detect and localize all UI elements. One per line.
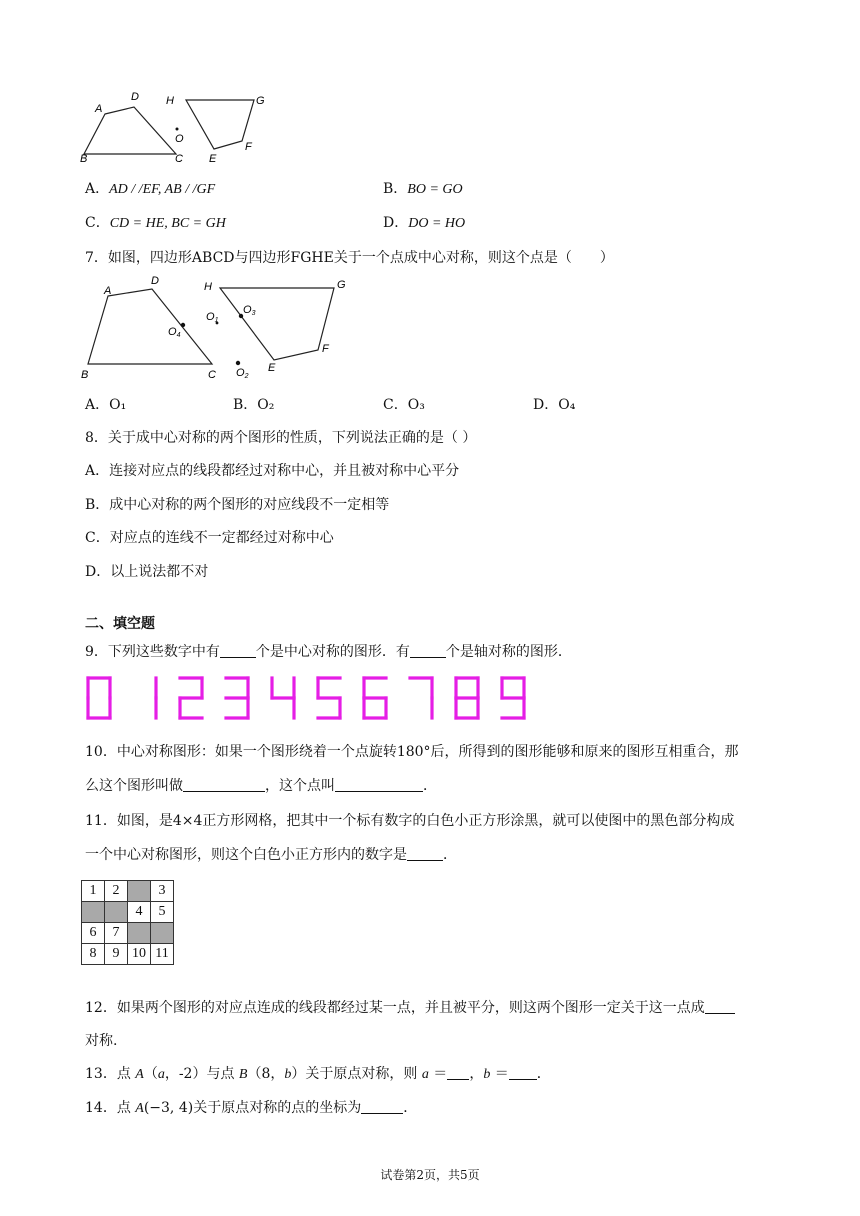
grid-cell: 11	[151, 944, 174, 965]
answer-blank[interactable]	[361, 1099, 403, 1114]
q12-line1: 12．如果两个图形的对应点连成的线段都经过某一点，并且被平分，则这两个图形一定关于这一点成	[85, 998, 735, 1018]
q7-option-b: B．O₂	[233, 397, 275, 413]
grid-cell: 10	[128, 944, 151, 965]
q8-question: 8．关于成中心对称的两个图形的性质，下列说法正确的是（ ）	[85, 430, 477, 446]
grid-row	[82, 902, 174, 923]
label-b: B	[81, 369, 89, 381]
grid-cell: 1	[82, 881, 105, 902]
answer-blank[interactable]	[447, 1065, 469, 1080]
q8-option-d: D．以上说法都不对	[85, 564, 209, 580]
answer-blank[interactable]	[183, 777, 265, 792]
grid-row	[82, 944, 174, 965]
point-o4	[181, 323, 185, 327]
digit-8	[456, 678, 478, 718]
grid-cell	[82, 902, 105, 923]
label-o: O	[175, 133, 184, 145]
q13-question: 13．点 A（a，-2）与点 B（8，b）关于原点对称，则 a ＝ ，b ＝ ．	[85, 1066, 551, 1082]
label-d: D	[151, 275, 159, 287]
q6-option-b: B．BO = GO	[383, 181, 463, 197]
answer-blank[interactable]	[705, 999, 735, 1014]
digit-row	[84, 674, 544, 724]
q9-question: 9．下列这些数字中有 个是中心对称的图形．有 个是轴对称的图形．	[85, 644, 572, 660]
label-c: C	[175, 153, 183, 165]
q7-option-a: A．O₁	[85, 397, 127, 413]
page-footer: 试卷第2页，共5页	[380, 1168, 480, 1182]
quad-fghe	[220, 288, 334, 360]
digit-6	[364, 678, 386, 718]
answer-blank[interactable]	[509, 1065, 537, 1080]
label-h: H	[166, 95, 174, 107]
answer-blank[interactable]	[335, 777, 423, 792]
q8-option-c: C．对应点的连线不一定都经过对称中心	[85, 530, 334, 546]
label-b: B	[80, 153, 88, 165]
digit-7	[410, 678, 432, 718]
q6-option-a: A．AD / /EF, AB / /GF	[85, 181, 216, 197]
point-o	[176, 128, 179, 131]
grid-cell	[128, 923, 151, 944]
grid-cell: 2	[105, 881, 128, 902]
label-f: F	[322, 343, 329, 355]
grid-cell	[151, 923, 174, 944]
q8-option-b: B．成中心对称的两个图形的对应线段不一定相等	[85, 497, 390, 513]
answer-blank[interactable]	[407, 846, 443, 861]
grid-row	[82, 923, 174, 944]
quad-efgh	[186, 100, 254, 149]
number-grid	[81, 880, 174, 965]
q14-question: 14．点 A(−3, 4)关于原点对称的点的坐标为 ．	[85, 1100, 418, 1116]
label-g: G	[256, 95, 265, 107]
label-o3: O3	[243, 304, 256, 317]
q8-option-a: A．连接对应点的线段都经过对称中心，并且被对称中心平分	[85, 463, 460, 479]
q11-line1: 11．如图，是4×4正方形网格，把其中一个标有数字的白色小正方形涂黑，就可以使图中的黑色部分构成	[85, 813, 735, 829]
grid-cell	[105, 902, 128, 923]
label-f: F	[245, 141, 252, 153]
label-e: E	[268, 362, 276, 374]
q7-option-d: D．O₄	[533, 397, 576, 413]
q10-line2: 么这个图形叫做 ，这个点叫 ．	[85, 778, 437, 794]
label-e: E	[209, 153, 217, 165]
label-c: C	[208, 369, 216, 381]
grid-cell: 9	[105, 944, 128, 965]
grid-cell: 3	[151, 881, 174, 902]
digit-0	[88, 678, 110, 718]
q7-option-c: C．O₃	[383, 397, 425, 413]
q12-line2: 对称.	[85, 1033, 118, 1049]
label-o4: O4	[168, 326, 181, 339]
answer-blank[interactable]	[410, 643, 446, 658]
grid-row	[82, 881, 174, 902]
q11-line2: 一个中心对称图形，则这个白色小正方形内的数字是 ．	[85, 847, 457, 863]
grid-cell: 5	[151, 902, 174, 923]
digit-4	[272, 678, 294, 718]
label-a: A	[104, 285, 112, 297]
q10-line1: 10．中心对称图形：如果一个图形绕着一个点旋转180°后，所得到的图形能够和原来的图形互相重合，那	[85, 744, 739, 760]
q7-question: 7．如图，四边形ABCD与四边形FGHE关于一个点成中心对称，则这个点是（ ）	[85, 250, 614, 266]
q6-figure	[78, 88, 278, 168]
label-a: A	[95, 103, 103, 115]
digit-2	[180, 678, 202, 718]
section-heading: 二、填空题	[85, 616, 155, 632]
q6-option-d: D．DO = HO	[383, 215, 466, 231]
answer-blank[interactable]	[220, 643, 256, 658]
label-d: D	[131, 91, 139, 103]
q6-option-c: C．CD = HE, BC = GH	[85, 215, 226, 231]
point-o2	[236, 361, 240, 365]
grid-cell: 8	[82, 944, 105, 965]
digit-3	[226, 678, 248, 718]
label-o1: O1	[206, 311, 219, 324]
grid-cell: 4	[128, 902, 151, 923]
grid-cell	[128, 881, 151, 902]
grid-cell: 6	[82, 923, 105, 944]
label-o2: O2	[236, 367, 249, 380]
label-h: H	[204, 281, 212, 293]
q7-figure	[78, 272, 358, 384]
grid-cell: 7	[105, 923, 128, 944]
digit-9	[502, 678, 524, 718]
quad-abcd	[88, 289, 212, 364]
digit-5	[318, 678, 340, 718]
label-g: G	[337, 279, 346, 291]
